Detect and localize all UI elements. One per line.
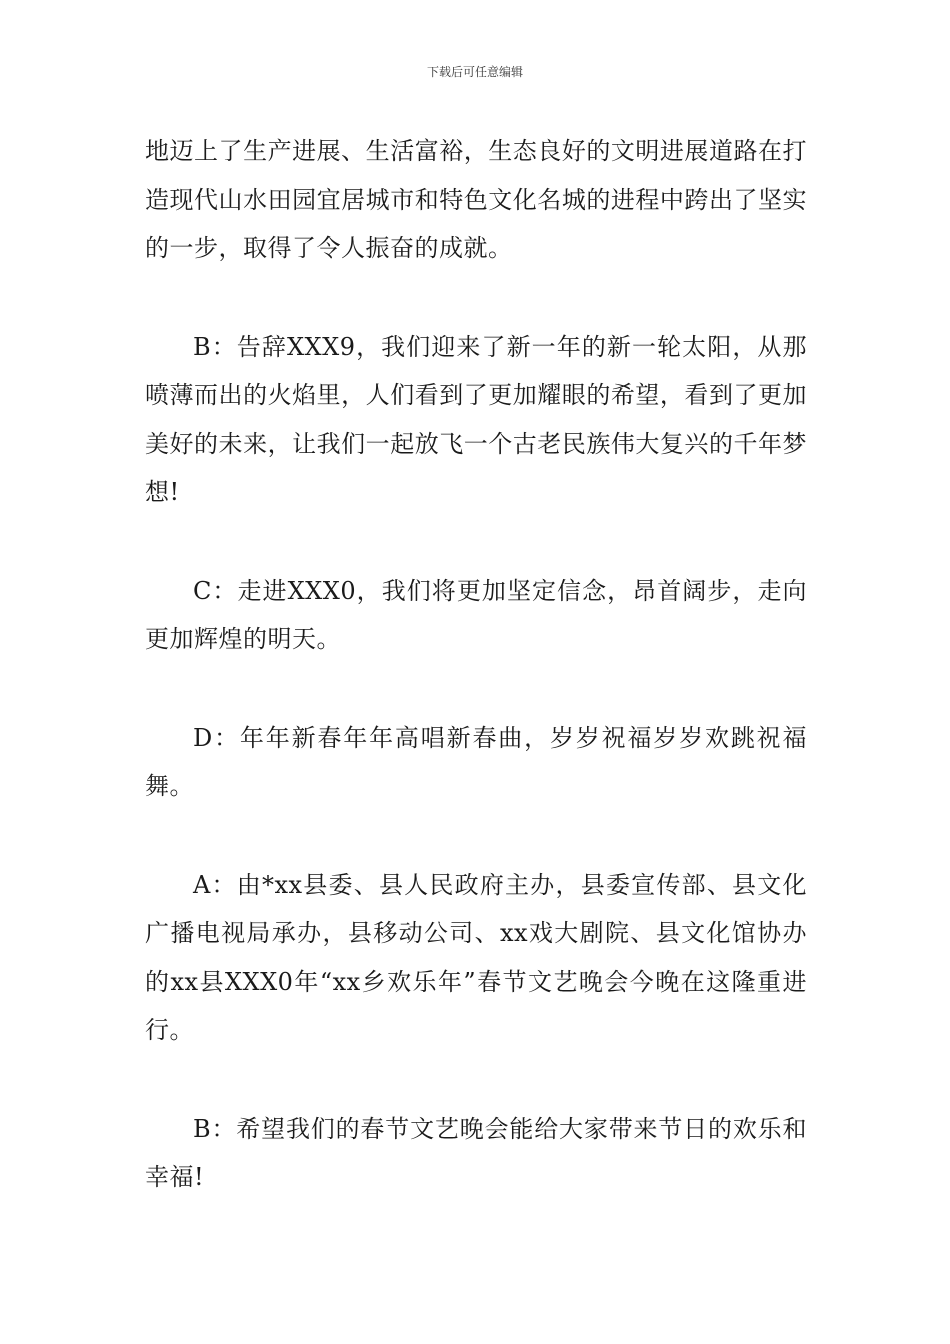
document-body [145, 127, 807, 1202]
paragraph-opening: 地迈上了生产进展、生活富裕，生态良好的文明进展道路在打造现代山水田园宜居城市和特色文化名城的进程中跨出了坚实的一步，取得了令人振奋的成就。 [145, 137, 807, 262]
paragraph-spacer [145, 517, 807, 567]
paragraph-spacer [145, 664, 807, 714]
paragraph-speaker-d: D：年年新春年年高唱新春曲，岁岁祝福岁岁欢跳祝福舞。 [145, 723, 807, 800]
paragraph-spacer [145, 273, 807, 323]
paragraph-speaker-b: B：告辞XXX9，我们迎来了新一年的新一轮太阳，从那喷薄而出的火焰里，人们看到了更加耀眼的希望，看到了更加美好的未来，让我们一起放飞一个古老民族伟大复兴的千年梦想! [145, 332, 807, 506]
paragraph-speaker-b-closing: B：希望我们的春节文艺晚会能给大家带来节日的欢乐和幸福! [145, 1114, 807, 1191]
paragraph-spacer [145, 811, 807, 861]
paragraph-speaker-a: A：由*xx县委、县人民政府主办，县委宣传部、县文化广播电视局承办，县移动公司、xx戏大剧院、县文化馆协办的xx县XXX0年“xx乡欢乐年”春节文艺晚会今晚在这隆重进行。 [145, 870, 807, 1044]
paragraph-speaker-c: C：走进XXX0，我们将更加坚定信念，昂首阔步，走向更加辉煌的明天。 [145, 576, 807, 653]
paragraph-spacer [145, 1055, 807, 1105]
page-header-note: 下载后可任意编辑 [426, 65, 523, 79]
